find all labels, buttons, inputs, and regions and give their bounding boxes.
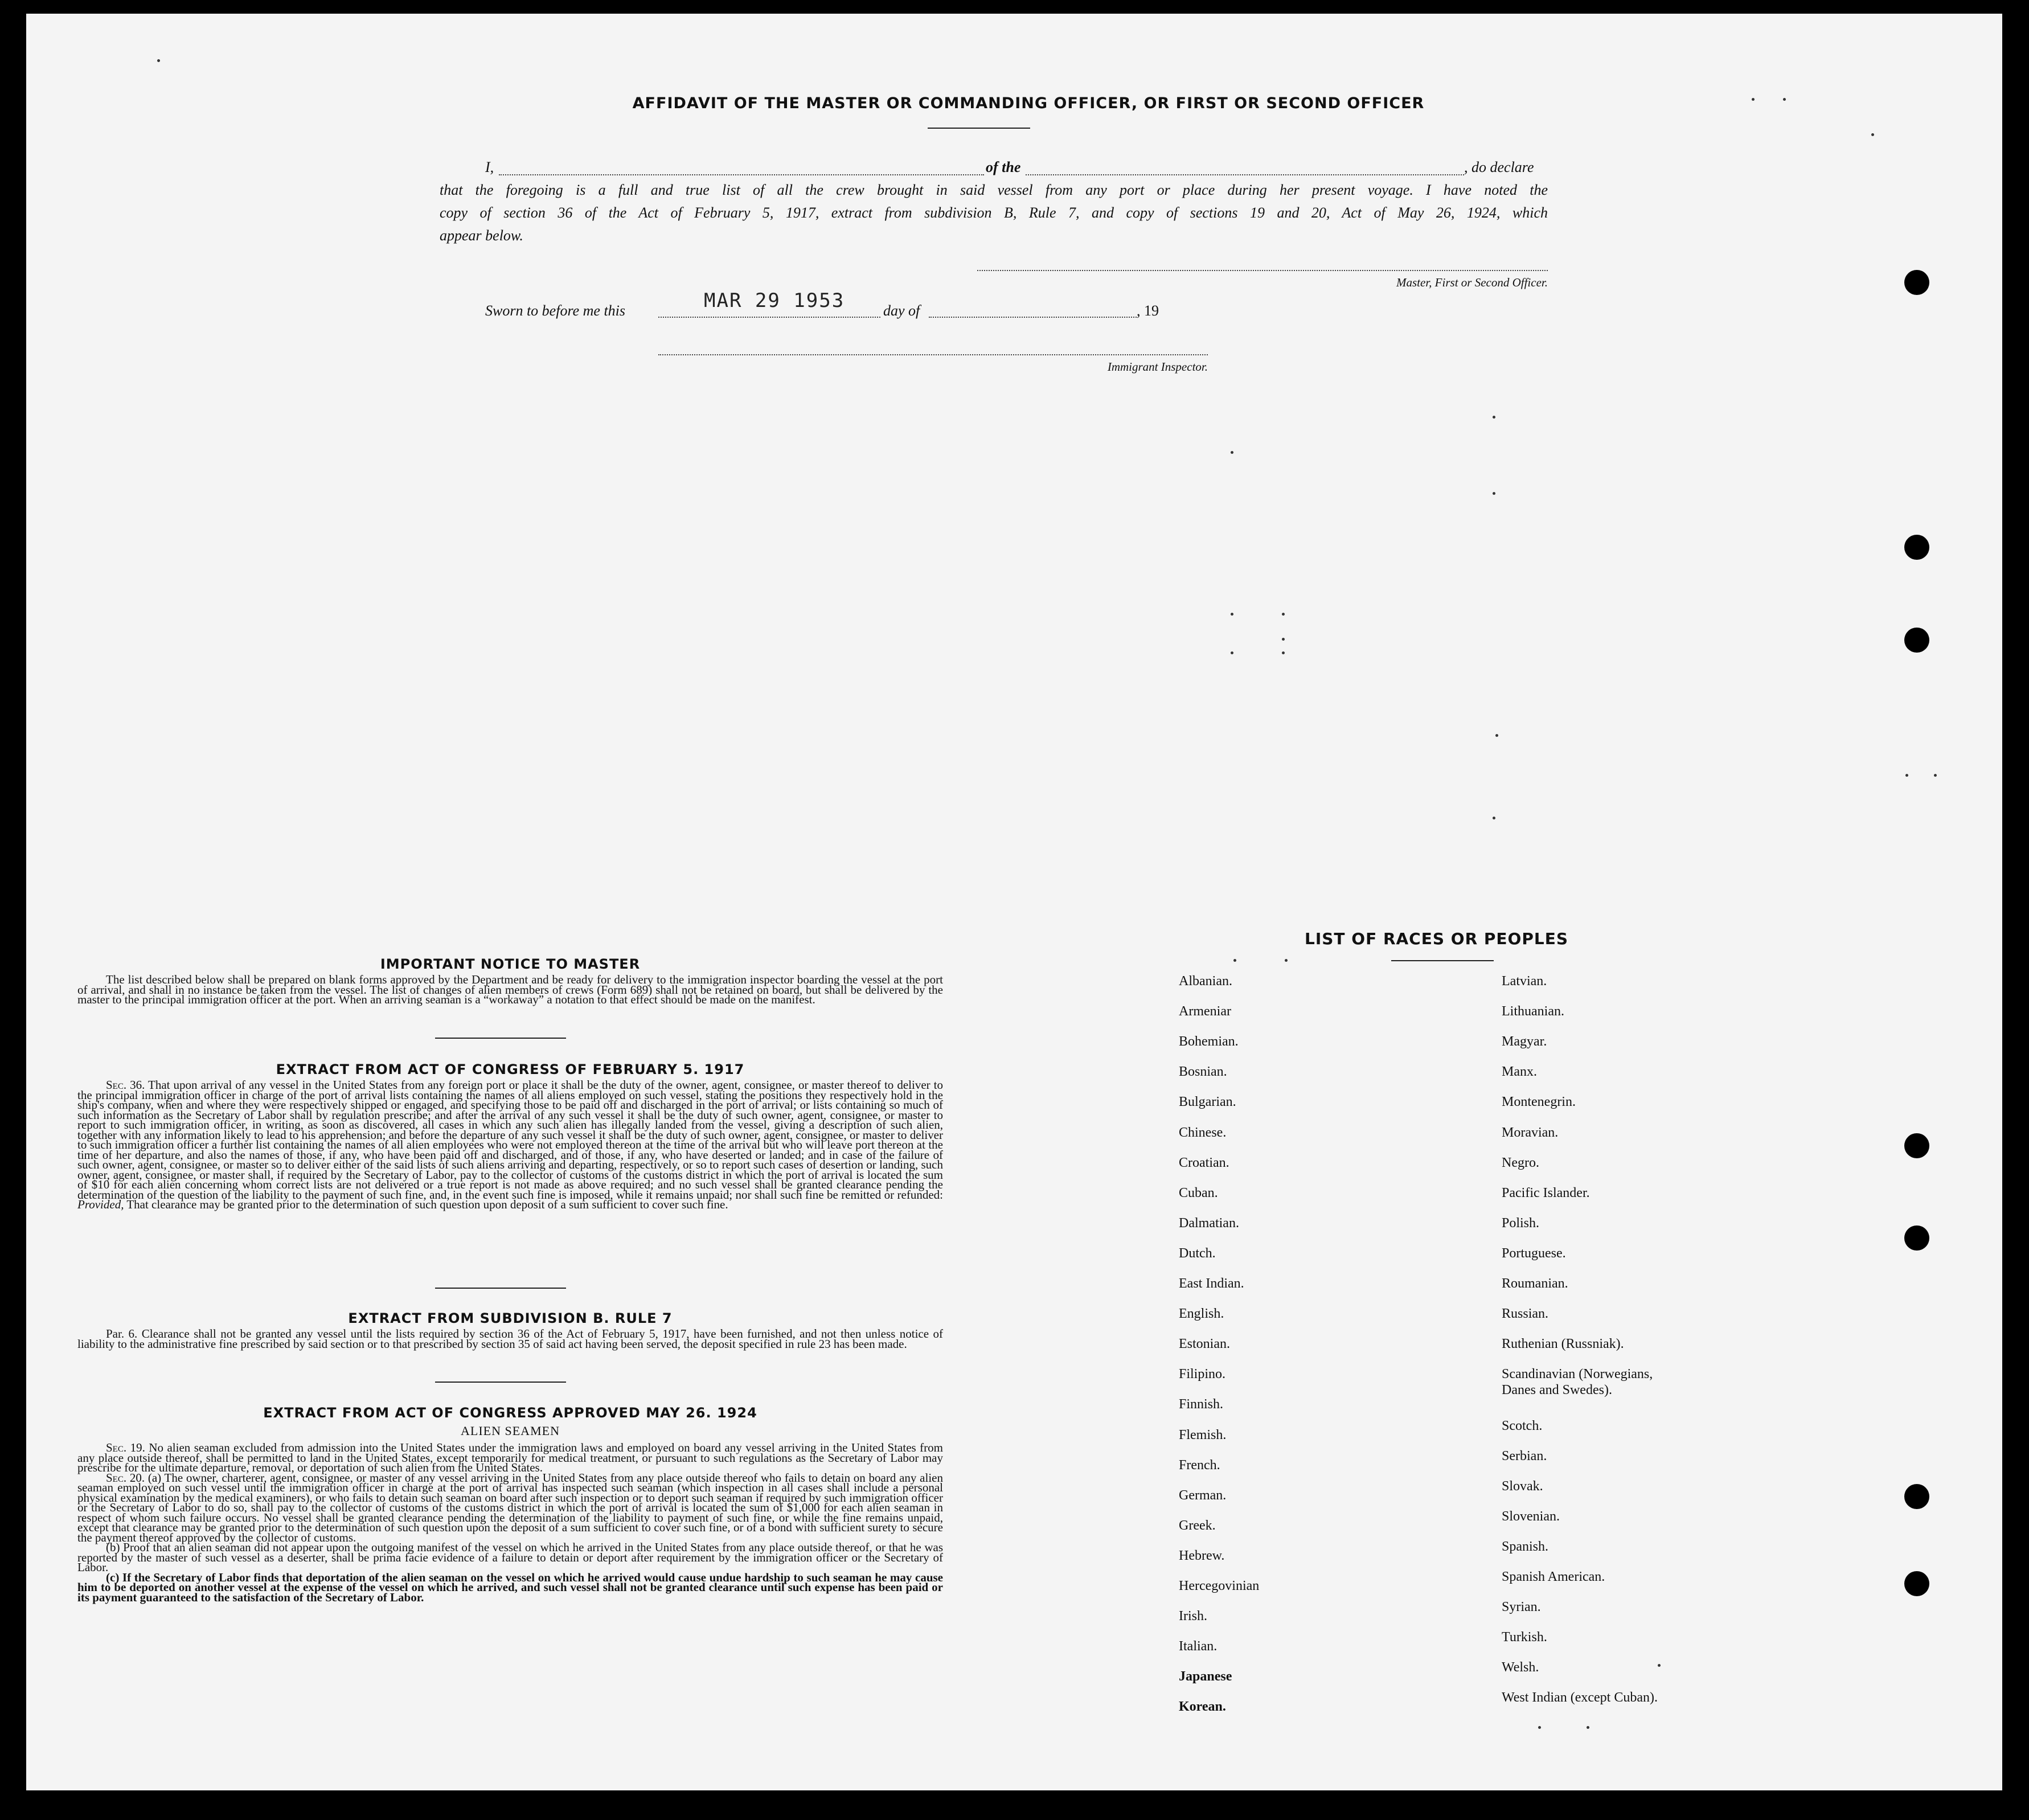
race-item: Syrian. xyxy=(1502,1600,1541,1615)
notice-paragraph: The list described below shall be prepared on blank forms approved by the Department and be ready for delivery to the immigration inspector boarding the vessel at the port of arrival, and shall in no instance be taken from the vessel. The list of changes of alien members of crews (Form 689) shall not be retained on board, but shall be delivered by the master to the principal immigration officer at the port. When an arriving seaman is a “workaway” a notation to that effect should be made on the manifest. xyxy=(77,973,943,1006)
sworn-day-blank[interactable] xyxy=(658,317,880,318)
race-item: Polish. xyxy=(1502,1215,1540,1231)
scan-speck xyxy=(1282,638,1285,641)
race-item: Irish. xyxy=(1179,1609,1207,1624)
scan-speck xyxy=(1231,451,1233,454)
races-title: LIST OF RACES OR PEOPLES xyxy=(1305,929,1568,948)
race-item: Flemish. xyxy=(1179,1427,1227,1442)
notice-body xyxy=(77,975,943,1005)
subdivision-b-title: EXTRACT FROM SUBDIVISION B. RULE 7 xyxy=(348,1310,673,1326)
section-36-text: That upon arrival of any vessel in the United States from any foreign port or place it shall be the duty of the owner, agent, consignee, or master thereof to deliver to the principal immigration officer in charge of the port of arrival lists containing the names of all aliens employed on such vessel, stating the positions they respectively hold in the ship's company, when and where they were respectively shipped or engaged, and specifying those to be paid off and discharged in the port of arrival; or lists containing so much of such information as the Secretary of Labor shall by regulation prescribe; and after the arrival of any such vessel it shall be the duty of such owner, agent, consignee, or master to report to such immigration officer, in writing, as soon as discovered, all cases in which any such alien has illegally landed from the vessel, giving a description of such alien, together with any information likely to lead to his apprehension; and before the departure of any such vessel it shall be the duty of such owner, agent, consignee, or master to deliver to such immigration officer a further list containing the names of all alien employees who were not employed thereon at the time of the arrival but who will leave port thereon at the time of her departure, and also the names of those, if any, who have been paid off and discharged, and of those, if any, who have deserted or landed; and in case of the failure of such owner, agent, consignee, or master so to deliver either of the said lists of such aliens arriving and departing, respectively, or so to report such cases of desertion or landing, such owner, agent, consignee, or master shall, if required by the Secretary of Labor, pay to the collector of customs of the customs district in which the port of arrival is located the sum of $10 for each alien concerning whom correct lists are not delivered or a true report is not made as above required; and no such vessel shall be granted clearance pending the determination of the question of the liability to the payment of such fine, and, in the event such fine is imposed, while it remains unpaid; nor shall such fine be remitted or refunded: xyxy=(77,1078,943,1202)
race-item: Finnish. xyxy=(1179,1397,1224,1412)
races-divider xyxy=(1391,960,1494,961)
scan-speck xyxy=(1493,492,1495,495)
scan-speck xyxy=(1231,613,1233,616)
master-caption: Master, First or Second Officer. xyxy=(1396,276,1548,289)
punch-hole xyxy=(1904,628,1929,653)
extract-1917-divider xyxy=(435,1288,566,1289)
extract-1917-body xyxy=(77,1080,943,1210)
punch-hole xyxy=(1904,1133,1929,1158)
scan-speck xyxy=(1587,1726,1589,1729)
section-20a-text: (a) The owner, charterer, agent, consignee, or master of any vessel arriving in the United States from any place outside thereof who fails to detain on board any alien seaman employed on such vessel until the immigration officer in charge at the port of arrival has inspected such seaman (which inspection in all cases shall include a personal physical examination by the medical examiners), or who fails to detain such seaman on board after such inspection or to deport such seaman if required by such immigration officer or the Secretary of Labor to do so, shall pay to the collector of customs of the customs district in which the port of arrival is located the sum of $1,000 for each alien seaman in respect of whom such failure occurs. No vessel shall be granted clearance pending the determination of the liability to payment of such fine, or while the fine remains unpaid, except that clearance may be granted prior to the determination of such question upon the deposit of a sum sufficient to cover such fine, or of a bond with sufficient surety to secure the payment thereof approved by the collector of customs. xyxy=(77,1470,943,1544)
scan-speck xyxy=(1752,98,1755,101)
extract-1917-title: EXTRACT FROM ACT OF CONGRESS OF FEBRUARY 5. 1917 xyxy=(276,1061,745,1077)
race-item: Hebrew. xyxy=(1179,1548,1225,1563)
paragraph-6: Par. 6. Clearance shall not be granted any vessel until the lists required by section 36 of the Act of February 5, 1917, have been furnished, and not then unless notice of liability to the administrative fine prescribed by said section or to that prescribed by section 35 of said act having been served, the deposit specified in rule 23 has been made. xyxy=(77,1327,943,1351)
race-item: Serbian. xyxy=(1502,1448,1547,1464)
scan-speck xyxy=(1285,959,1288,962)
race-item: German. xyxy=(1179,1487,1227,1503)
race-item: Moravian. xyxy=(1502,1125,1559,1140)
race-item: Bosnian. xyxy=(1179,1064,1227,1080)
race-item: Turkish. xyxy=(1502,1630,1547,1645)
section-36-label: Sec. 36. xyxy=(106,1078,145,1092)
race-item: Spanish American. xyxy=(1502,1569,1605,1585)
year-label: , 19 xyxy=(1137,302,1159,319)
extract-1924-title: EXTRACT FROM ACT OF CONGRESS APPROVED MAY 26. 1924 xyxy=(263,1405,757,1421)
race-item: Scotch. xyxy=(1502,1418,1543,1433)
race-item: Scandinavian (Norwegians, Danes and Swedes). xyxy=(1502,1367,1653,1398)
day-of-label: day of xyxy=(883,302,920,319)
race-item: Cuban. xyxy=(1179,1185,1218,1200)
race-item: Bohemian. xyxy=(1179,1034,1239,1050)
race-item: Albanian. xyxy=(1179,974,1232,989)
extract-1924-body xyxy=(77,1443,943,1602)
race-item: Magyar. xyxy=(1502,1034,1547,1050)
section-20c-text: (c) If the Secretary of Labor finds that deportation of the alien seaman on the vessel on which he arrived would cause undue hardship to such seaman he may cause him to be deported on another vessel at the expense of the vessel on which he arrived, and such vessel shall not be granted clearance until such expense has been paid or its payment guaranteed to the satisfaction of the Secretary of Labor. xyxy=(77,1570,943,1604)
race-item: Ruthenian (Russniak). xyxy=(1502,1337,1624,1352)
race-item: Russian. xyxy=(1502,1306,1549,1322)
punch-hole xyxy=(1904,1225,1929,1251)
date-stamp: MAR 29 1953 xyxy=(704,289,845,312)
race-item: Pacific Islander. xyxy=(1502,1185,1590,1200)
scan-speck xyxy=(1233,959,1236,962)
race-item: Dutch. xyxy=(1179,1245,1216,1261)
punch-hole xyxy=(1904,1571,1929,1596)
scan-speck xyxy=(1538,1726,1541,1729)
scan-speck xyxy=(157,59,160,62)
race-item: Italian. xyxy=(1179,1639,1218,1654)
race-item: Armeniar xyxy=(1179,1004,1231,1019)
title-divider xyxy=(928,128,1030,129)
inspector-caption: Immigrant Inspector. xyxy=(1107,360,1208,374)
race-item: Japanese xyxy=(1179,1669,1232,1684)
race-item: Slovenian. xyxy=(1502,1509,1560,1524)
affidavit-line-4: appear below. xyxy=(440,227,523,244)
race-item: West Indian (except Cuban). xyxy=(1502,1690,1658,1706)
vessel-blank[interactable] xyxy=(1026,174,1464,175)
document-page xyxy=(26,14,2002,1790)
race-item: Manx. xyxy=(1502,1064,1537,1080)
race-item: Hercegovinian xyxy=(1179,1579,1260,1593)
inspector-signature-line[interactable] xyxy=(658,354,1208,355)
scan-speck xyxy=(1658,1664,1661,1667)
race-item: Negro. xyxy=(1502,1155,1539,1170)
affidavit-line-3: copy of section 36 of the Act of February 5, 1917, extract from subdivision B, Rule 7, and copy of sections 19 and 20, Act of May 26, 1924, which xyxy=(440,204,1548,221)
scan-speck xyxy=(1282,651,1285,654)
race-item: Slovak. xyxy=(1502,1478,1543,1494)
punch-hole xyxy=(1904,1484,1929,1509)
race-item: Lithuanian. xyxy=(1502,1004,1564,1019)
month-blank[interactable] xyxy=(929,317,1137,318)
affidavit-line-2: that the foregoing is a full and true list of all the crew brought in said vessel from any port or place during her present voyage. I have noted the xyxy=(440,182,1548,198)
race-item: Portuguese. xyxy=(1502,1245,1566,1261)
race-item: Korean. xyxy=(1179,1699,1226,1715)
alien-seamen-subtitle: ALIEN SEAMEN xyxy=(461,1424,560,1438)
race-item: Greek. xyxy=(1179,1518,1216,1533)
race-item: Welsh. xyxy=(1502,1660,1539,1675)
race-item: Estonian. xyxy=(1179,1337,1230,1352)
master-signature-line[interactable] xyxy=(977,270,1548,271)
race-item: Bulgarian. xyxy=(1179,1095,1236,1110)
race-item: Montenegrin. xyxy=(1502,1095,1576,1110)
punch-hole xyxy=(1904,535,1929,560)
race-item: Roumanian. xyxy=(1502,1276,1568,1291)
race-item: Chinese. xyxy=(1179,1125,1227,1140)
scan-speck xyxy=(1282,613,1285,616)
affidavit-title: AFFIDAVIT OF THE MASTER OR COMMANDING OFFICER, OR FIRST OR SECOND OFFICER xyxy=(632,95,1425,112)
scan-speck xyxy=(1231,651,1233,654)
subdivision-b-divider xyxy=(435,1382,566,1383)
notice-title: IMPORTANT NOTICE TO MASTER xyxy=(380,956,641,972)
punch-hole xyxy=(1904,270,1929,295)
affidavit-declare-label: , do declare xyxy=(1464,159,1534,175)
race-item: Filipino. xyxy=(1179,1367,1226,1382)
section-36-text-end: That clearance may be granted prior to the determination of such question upon deposit of a sum sufficient to cover such fine. xyxy=(126,1198,728,1211)
subdivision-b-body xyxy=(77,1329,943,1349)
race-item: English. xyxy=(1179,1306,1224,1322)
scan-speck xyxy=(1493,416,1495,419)
scan-speck xyxy=(1871,133,1874,136)
affidavit-of-the-label: of the xyxy=(986,159,1021,175)
name-blank[interactable] xyxy=(499,174,984,175)
scan-speck xyxy=(1905,774,1908,777)
race-item: Dalmatian. xyxy=(1179,1215,1239,1231)
notice-divider xyxy=(435,1038,566,1039)
race-item: French. xyxy=(1179,1457,1220,1473)
race-item: Croatian. xyxy=(1179,1155,1229,1170)
section-20-label: Sec. 20. xyxy=(106,1470,145,1485)
section-19-label: Sec. 19. xyxy=(106,1441,145,1454)
scan-speck xyxy=(1495,734,1498,737)
scan-speck xyxy=(1493,817,1495,819)
affidavit-i-label: I, xyxy=(485,159,494,175)
sworn-label: Sworn to before me this xyxy=(485,302,626,319)
section-19-text: No alien seaman excluded from admission into the United States under the immigration laws and employed on board any vessel arriving in the United States from any place outside thereof, shall be permitted to land in the United States, except temporarily for medical treatment, or pursuant to such regulations as the Secretary of Labor may prescribe for the ultimate departure, removal, or deportation of such alien from the United States. xyxy=(77,1441,943,1474)
race-item: Latvian. xyxy=(1502,974,1547,989)
scan-speck xyxy=(1934,774,1937,777)
section-20b-text: (b) Proof that an alien seaman did not appear upon the outgoing manifest of the vessel on which he arrived in the United States from any place outside thereof, or that he was reported by the master of such vessel as a deserter, shall be prima facie evidence of a failure to detain or deport after requirement by the immigration officer or the Secretary of Labor. xyxy=(77,1540,943,1574)
race-item: East Indian. xyxy=(1179,1276,1244,1291)
race-item: Spanish. xyxy=(1502,1539,1549,1554)
provided-label: Provided, xyxy=(77,1198,124,1211)
scan-speck xyxy=(1783,98,1786,101)
